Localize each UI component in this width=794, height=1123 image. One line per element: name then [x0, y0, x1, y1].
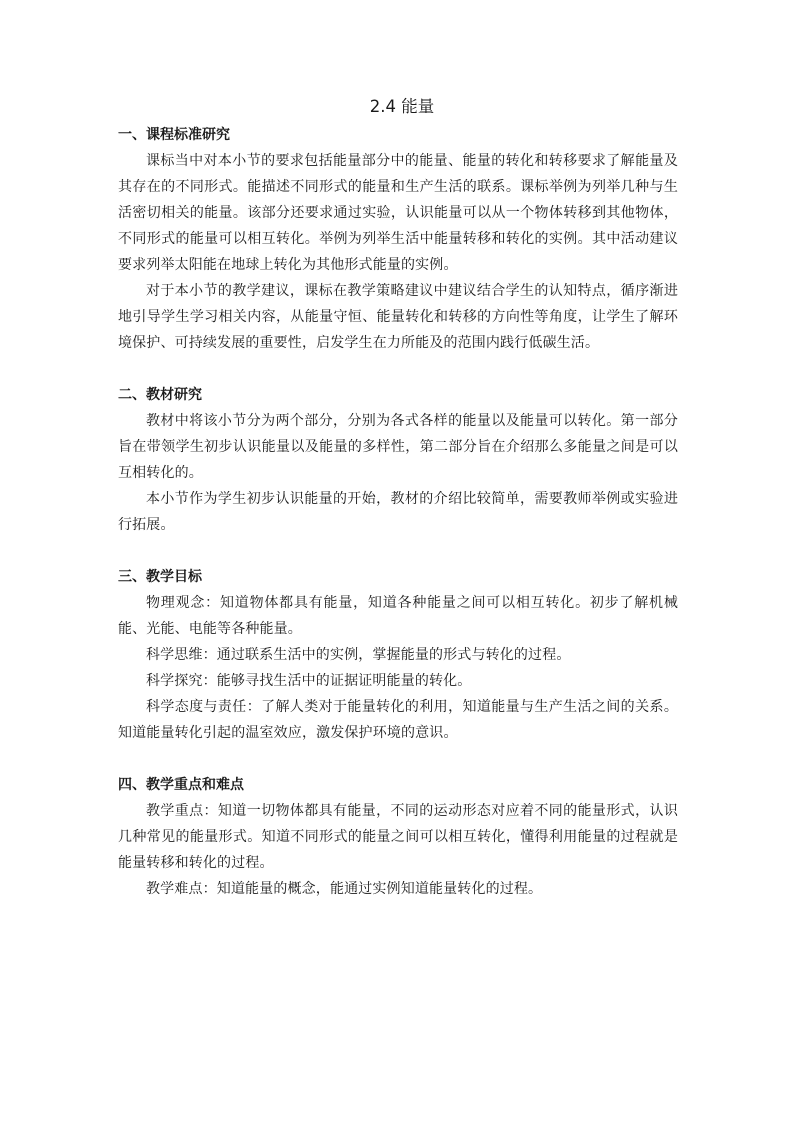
section-spacer [118, 538, 678, 564]
section-spacer [118, 746, 678, 772]
paragraph: 教材中将该小节分为两个部分，分别为各式各样的能量以及能量可以转化。第一部分旨在带领学生初步认识能量以及能量的多样性，第二部分旨在介绍那么多能量之间是可以互相转化的。 [118, 413, 678, 481]
paragraph: 科学探究：能够寻找生活中的证据证明能量的转化。 [146, 673, 472, 689]
paragraph: 物理观念：知道物体都具有能量，知道各种能量之间可以相互转化。初步了解机械能、光能、电能等各种能量。 [118, 595, 678, 637]
paragraph: 本小节作为学生初步认识能量的开始，教材的介绍比较简单，需要教师举例或实验进行拓展。 [118, 491, 678, 533]
section-spacer [118, 356, 678, 382]
paragraph: 对于本小节的教学建议，课标在教学策略建议中建议结合学生的认知特点，循序渐进地引导学生学习相关内容，从能量守恒、能量转化和转移的方向性等角度，让学生了解环境保护、可持续发展的重要性，启发学生在力所能及的范围内践行低碳生活。 [118, 283, 678, 351]
paragraph: 课标当中对本小节的要求包括能量部分中的能量、能量的转化和转移要求了解能量及其存在的不同形式。能描述不同形式的能量和生产生活的联系。课标举例为列举几种与生活密切相关的能量。该部分还要求通过实验，认识能量可以从一个物体转移到其他物体，不同形式的能量可以相互转化。举例为列举生活中能量转移和转化的实例。其中活动建议要求列举太阳能在地球上转化为其他形式能量的实例。 [118, 153, 678, 273]
section-textbook-research [118, 382, 678, 538]
section-heading: 二、教材研究 [118, 387, 202, 403]
paragraph: 教学重点：知道一切物体都具有能量，不同的运动形态对应着不同的能量形式，认识几种常见的能量形式。知道不同形式的能量之间可以相互转化，懂得利用能量的过程就是能量转移和转化的过程。 [118, 803, 678, 871]
section-heading: 三、教学目标 [118, 569, 202, 585]
section-key-points [118, 772, 678, 902]
paragraph: 教学难点：知道能量的概念，能通过实例知道能量转化的过程。 [146, 881, 543, 897]
section-teaching-goals [118, 564, 678, 746]
section-curriculum-standard [118, 122, 678, 356]
paragraph: 科学思维：通过联系生活中的实例，掌握能量的形式与转化的过程。 [146, 647, 571, 663]
paragraph: 科学态度与责任：了解人类对于能量转化的利用，知道能量与生产生活之间的关系。知道能量转化引起的温室效应，激发保护环境的意识。 [118, 699, 678, 741]
section-heading: 一、课程标准研究 [118, 127, 230, 143]
document-title: 2.4 能量 [369, 97, 435, 116]
document-page [118, 94, 678, 902]
section-heading: 四、教学重点和难点 [118, 777, 244, 793]
